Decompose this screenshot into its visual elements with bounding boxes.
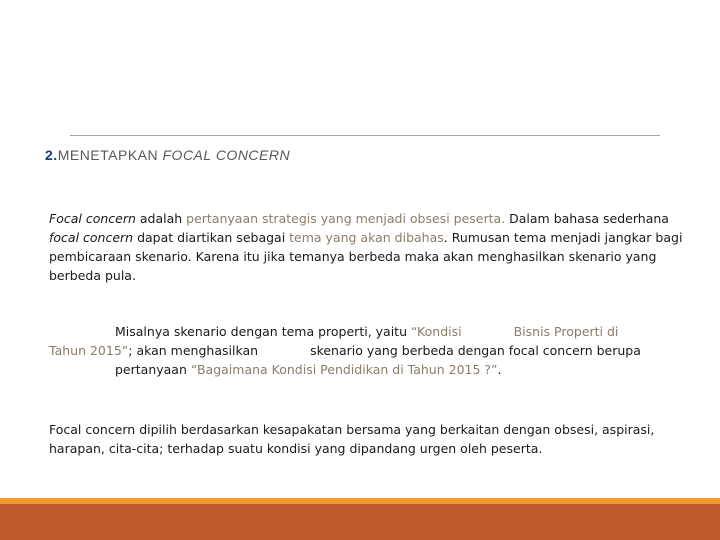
p1-text-4: . Rumusan tema menjadi jangkar bagi pembicaraan skenario. Karena itu jika temanya berbeda maka akan menghasilkan skenario yang berbeda pula. <box>49 230 683 283</box>
p2-text-5: . <box>497 362 502 377</box>
paragraph-definition <box>49 209 689 285</box>
p1-term-2: focal concern <box>49 230 134 245</box>
p1-highlight-1: pertanyaan strategis yang menjadi obsesi peserta. <box>186 211 506 226</box>
p2-quote-1b: Bisnis Properti di <box>513 324 619 339</box>
p1-text-3: dapat diartikan sebagai <box>133 230 290 245</box>
paragraph-example <box>49 322 689 379</box>
heading-prefix: MENETAPKAN <box>57 147 163 163</box>
p2-quote-1c: Tahun 2015” <box>49 343 129 358</box>
p2-quote-2: “Bagaimana Kondisi Pendidikan di Tahun 2015 ?” <box>190 362 498 377</box>
p2-text-2: ; akan menghasilkan <box>128 343 259 358</box>
p2-line-3 <box>49 360 689 379</box>
p1-term: Focal concern <box>49 211 136 226</box>
p1-text-2: Dalam bahasa sederhana <box>505 211 669 226</box>
p2-text-4: pertanyaan <box>115 362 191 377</box>
p2-line-1 <box>49 322 689 341</box>
header-divider <box>70 135 660 136</box>
p1-text-1: adalah <box>135 211 187 226</box>
p2-line-2 <box>49 341 689 360</box>
section-heading <box>45 147 290 163</box>
p2-text-3: skenario yang berbeda dengan focal concern berupa <box>310 343 641 358</box>
footer-bar <box>0 504 720 540</box>
p1-highlight-2: tema yang akan dibahas <box>289 230 444 245</box>
heading-emphasis: FOCAL CONCERN <box>162 147 291 163</box>
p2-text-1: Misalnya skenario dengan tema properti, yaitu <box>115 324 411 339</box>
heading-number: 2. <box>45 147 58 163</box>
p2-quote-1a: “Kondisi <box>410 324 462 339</box>
paragraph-selection: Focal concern dipilih berdasarkan kesapakatan bersama yang berkaitan dengan obsesi, aspirasi, harapan, cita-cita; terhadap suatu kondisi yang dipandang urgen oleh peserta. <box>49 422 655 456</box>
